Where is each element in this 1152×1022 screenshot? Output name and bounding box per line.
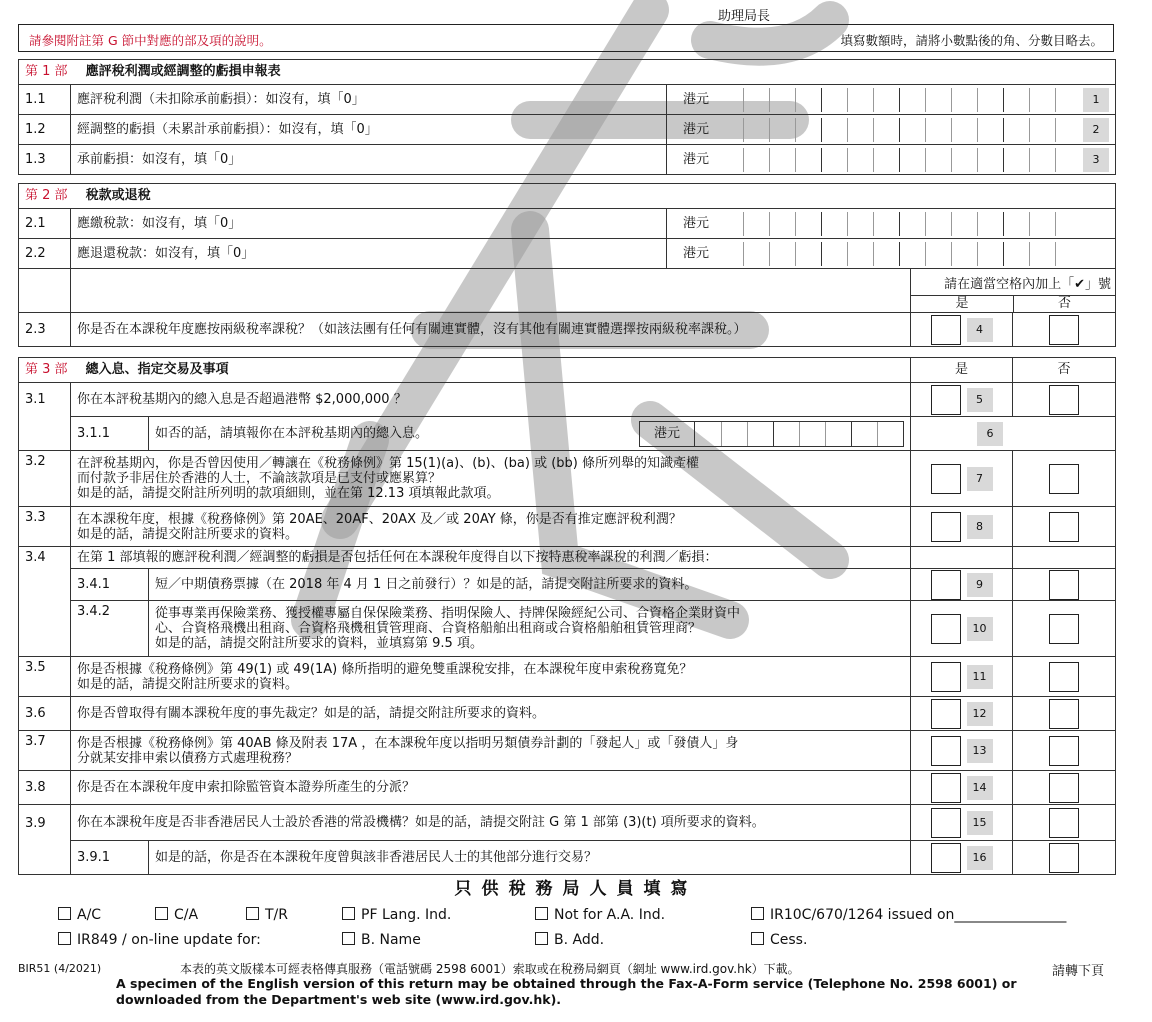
- office-label: IR849 / on-line update for:: [77, 932, 261, 948]
- box-number: 3: [1083, 148, 1109, 172]
- part2-label: 第 2 部: [25, 188, 68, 203]
- no-checkbox[interactable]: [1049, 512, 1079, 542]
- item-3-7: [19, 731, 1116, 771]
- currency-label: 港元: [683, 91, 710, 107]
- item-number: 3.7: [19, 731, 71, 771]
- note-left: 請參閱附註第 G 節中對應的部及項的說明。: [29, 33, 272, 48]
- item-2-3: [19, 313, 1116, 347]
- currency-label: 港元: [683, 245, 710, 261]
- yes-checkbox[interactable]: [931, 843, 961, 873]
- please-turn-over: 請轉下頁: [1052, 964, 1105, 979]
- part1-heading: [19, 60, 1116, 85]
- yes-checkbox[interactable]: [931, 736, 961, 766]
- item-number: 1.1: [19, 85, 71, 115]
- yes-checkbox[interactable]: [931, 662, 961, 692]
- no-checkbox[interactable]: [1049, 662, 1079, 692]
- item-3-8: [19, 771, 1116, 805]
- office-use-title: 只供稅務局人員填寫: [454, 879, 698, 899]
- part3-heading: [19, 358, 911, 383]
- item-3-4-2: [19, 601, 1116, 657]
- item-number: 3.5: [19, 657, 71, 697]
- part1-label: 第 1 部: [25, 64, 68, 79]
- office-label: Not for A.A. Ind.: [554, 907, 666, 923]
- box-number: 7: [967, 467, 993, 491]
- item-number: 3.6: [19, 697, 71, 731]
- office-check-ir849[interactable]: [58, 932, 261, 948]
- item-number: 3.2: [19, 451, 71, 507]
- item-1-2: [19, 115, 1116, 145]
- tick-note: 請在適當空格內加上「✔」號: [944, 277, 1111, 292]
- item-number: 1.2: [19, 115, 71, 145]
- box-number: 10: [967, 617, 993, 641]
- no-checkbox[interactable]: [1049, 315, 1079, 345]
- item-number: 3.4: [19, 547, 71, 657]
- item-3-9: [19, 805, 1116, 841]
- item-text: 在評稅基期內，你是否曾因使用／轉讓在《稅務條例》第 15(1)(a)、(b)、(ba) 或 (bb) 條所列舉的知識產權: [77, 456, 700, 471]
- no-checkbox[interactable]: [1049, 773, 1079, 803]
- box-number: 11: [967, 665, 993, 689]
- gross-income-field[interactable]: [639, 421, 904, 447]
- note-right: 填寫數額時，請將小數點後的角、分數目略去。: [840, 33, 1103, 48]
- item-text: 在第 1 部填報的應評稅利潤／經調整的虧損是否包括任何在本課稅年度得自以下按特惠稅率課稅的利潤／虧損：: [71, 547, 911, 569]
- item-number: 3.4.2: [71, 601, 149, 657]
- item-2-1: [19, 209, 1116, 239]
- item-number: 2.2: [19, 239, 71, 269]
- item-number: 2.1: [19, 209, 71, 239]
- part1-title: 應評稅利潤或經調整的虧損申報表: [85, 64, 281, 79]
- amount-field-3[interactable]: [667, 145, 1116, 175]
- item-number: 3.1: [19, 383, 71, 451]
- item-text: 你是否根據《稅務條例》第 49(1) 或 49(1A) 條所指明的避免雙重課稅安排，在本課稅年度申索稅務寬免？: [77, 661, 693, 677]
- item-text: 在本課稅年度，根據《稅務條例》第 20AE、20AF、20AX 及／或 20AY 條，你是否有推定應評稅利潤？: [77, 511, 682, 527]
- office-label: B. Add.: [554, 932, 605, 948]
- item-3-1-1: [19, 417, 1116, 451]
- item-2-2: [19, 239, 1116, 269]
- item-3-4-1: [19, 569, 1116, 601]
- office-check-bname[interactable]: [342, 932, 421, 948]
- item-text: 短／中期債務票據（在 2018 年 4 月 1 日之前發行）？如是的話，請提交附註所要求的資料。: [149, 569, 911, 601]
- tax-payable-field[interactable]: [667, 209, 1116, 239]
- item-label: 如否的話，請填報你在本評稅基期內的總入息。: [155, 425, 429, 441]
- amount-field-1[interactable]: [667, 85, 1116, 115]
- item-text: 應退還稅款：如沒有，填「0」: [71, 239, 667, 269]
- item-text: 如是的話，請提交附註所要求的資料。: [77, 526, 299, 542]
- item-text: 應繳稅款：如沒有，填「0」: [71, 209, 667, 239]
- part2-heading: [19, 184, 1116, 209]
- yes-header: 是: [911, 296, 1014, 312]
- box-number: 12: [967, 702, 993, 726]
- item-3-4: [19, 547, 1116, 569]
- item-text: 如是的話，你是否在本課稅年度曾與該非香港居民人士的其他部分進行交易？: [149, 841, 911, 875]
- no-checkbox[interactable]: [1049, 699, 1079, 729]
- office-label: Cess.: [770, 932, 808, 948]
- currency-label: 港元: [683, 151, 710, 167]
- item-text: 你是否在本課稅年度申索扣除監管資本證券所產生的分派？: [71, 771, 911, 805]
- item-number: 3.8: [19, 771, 71, 805]
- no-checkbox[interactable]: [1049, 464, 1079, 494]
- office-check-tr[interactable]: [246, 907, 288, 923]
- item-number: 3.9: [19, 805, 71, 875]
- no-header: 否: [1013, 358, 1116, 383]
- footer-english-1: A specimen of the English version of this return may be obtained through the Fax-A-Form service (Telephone No. 2598 6001) or: [116, 976, 1017, 991]
- box-number: 9: [967, 573, 993, 597]
- box-number: 4: [967, 318, 993, 342]
- part3-table: [18, 357, 1116, 875]
- item-text: 你是否曾取得有關本課稅年度的事先裁定？如是的話，請提交附註所要求的資料。: [71, 697, 911, 731]
- yes-checkbox[interactable]: [931, 315, 961, 345]
- yes-checkbox[interactable]: [931, 699, 961, 729]
- item-text: 心、合資格飛機出租商、合資格飛機租賃管理商、合資格船舶出租商或合資格船舶租賃管理商？: [155, 621, 702, 636]
- no-checkbox[interactable]: [1049, 614, 1079, 644]
- part2-table: [18, 183, 1116, 347]
- office-label: C/A: [174, 907, 199, 923]
- item-1-3: [19, 145, 1116, 175]
- item-text: 承前虧損：如沒有，填「0」: [71, 145, 667, 175]
- item-3-5: [19, 657, 1116, 697]
- item-text: 分就某安排申索以債務方式處理稅務？: [77, 750, 299, 766]
- office-check-not-aa[interactable]: [535, 907, 665, 923]
- box-number: 13: [967, 739, 993, 763]
- box-number: 5: [967, 388, 993, 412]
- item-3-6: [19, 697, 1116, 731]
- office-check-ac[interactable]: [58, 907, 101, 923]
- item-text: 你在本課稅年度是否非香港居民人士設於香港的常設機構？如是的話，請提交附註 G 第 1 部第 (3)(t) 項所要求的資料。: [71, 805, 911, 841]
- item-text: 而付款予非居住於香港的人士，不論該款項是已支付或應累算？: [77, 471, 442, 486]
- item-1-1: [19, 85, 1116, 115]
- item-3-9-1: [19, 841, 1116, 875]
- item-text: 應評稅利潤（未扣除承前虧損）：如沒有，填「0」: [71, 85, 667, 115]
- instruction-bar: [18, 24, 1114, 52]
- yes-checkbox[interactable]: [931, 570, 961, 600]
- office-check-ir10c[interactable]: [751, 907, 1066, 923]
- no-checkbox[interactable]: [1049, 808, 1079, 838]
- yes-checkbox[interactable]: [931, 464, 961, 494]
- item-number: 3.1.1: [71, 417, 149, 451]
- box-number: 14: [967, 776, 993, 800]
- no-checkbox[interactable]: [1049, 385, 1079, 415]
- box-number: 8: [967, 515, 993, 539]
- office-label: A/C: [77, 907, 102, 923]
- no-checkbox[interactable]: [1049, 843, 1079, 873]
- item-text: [149, 417, 911, 451]
- footer-english-2: downloaded from the Department's web site (www.ird.gov.hk).: [116, 992, 562, 1007]
- item-text: 你在本評稅基期內的總入息是否超過港幣 $2,000,000 ？: [71, 383, 911, 417]
- currency-label: 港元: [683, 215, 710, 231]
- form-number: BIR51 (4/2021): [18, 962, 102, 975]
- part1-table: [18, 59, 1116, 175]
- amount-field-2[interactable]: [667, 115, 1116, 145]
- part3-label: 第 3 部: [25, 362, 68, 377]
- item-text: 如是的話，請提交附註所列明的款項細則，並在第 12.13 項填報此款項。: [77, 486, 500, 501]
- yes-checkbox[interactable]: [931, 385, 961, 415]
- office-check-pf-lang[interactable]: [342, 907, 451, 923]
- currency-label: 港元: [640, 422, 695, 446]
- item-number: 3.9.1: [71, 841, 149, 875]
- item-3-3: [19, 507, 1116, 547]
- footer-chinese: 本表的英文版樣本可經表格傳真服務（電話號碼 2598 6001）索取或在稅務局網頁（網址 www.ird.gov.hk）下載。: [180, 962, 800, 976]
- header-label: 助理局長: [718, 9, 771, 24]
- office-check-ca[interactable]: [155, 907, 198, 923]
- yes-checkbox[interactable]: [931, 614, 961, 644]
- office-label: IR10C/670/1264 issued on________________: [770, 907, 1067, 923]
- item-text: 如是的話，請提交附註所要求的資料，並填寫第 9.5 項。: [155, 636, 483, 651]
- box-number: 6: [977, 422, 1003, 446]
- item-text: 如是的話，請提交附註所要求的資料。: [77, 676, 299, 692]
- part2-title: 稅款或退稅: [85, 188, 151, 203]
- item-3-2: [19, 451, 1116, 507]
- item-number: 2.3: [19, 313, 71, 347]
- box-number: 15: [967, 811, 993, 835]
- currency-label: 港元: [683, 121, 710, 137]
- item-number: 1.3: [19, 145, 71, 175]
- item-text: 從事專業再保險業務、獲授權專屬自保保險業務、指明保險人、持牌保險經紀公司、合資格企業財資中: [155, 606, 741, 621]
- no-checkbox[interactable]: [1049, 570, 1079, 600]
- office-label: T/R: [265, 907, 288, 923]
- office-check-badd[interactable]: [535, 932, 604, 948]
- item-number: 3.4.1: [71, 569, 149, 601]
- item-text: 你是否根據《稅務條例》第 40AB 條及附表 17A ，在本課稅年度以指明另類債券計劃的「發起人」或「發債人」身: [77, 735, 739, 751]
- yes-header: 是: [911, 358, 1013, 383]
- part3-title: 總入息、指定交易及事項: [85, 362, 229, 377]
- yes-checkbox[interactable]: [931, 808, 961, 838]
- box-number: 16: [967, 846, 993, 870]
- tax-refund-field[interactable]: [667, 239, 1116, 269]
- office-label: PF Lang. Ind.: [361, 907, 452, 923]
- yes-checkbox[interactable]: [931, 773, 961, 803]
- yes-checkbox[interactable]: [931, 512, 961, 542]
- box-number: 2: [1083, 118, 1109, 142]
- item-number: 3.3: [19, 507, 71, 547]
- box-number: 1: [1083, 88, 1109, 112]
- office-label: B. Name: [361, 932, 421, 948]
- office-check-cess[interactable]: [751, 932, 807, 948]
- item-text: 經調整的虧損（未累計承前虧損）：如沒有，填「0」: [71, 115, 667, 145]
- no-checkbox[interactable]: [1049, 736, 1079, 766]
- item-3-1: [19, 383, 1116, 417]
- item-text: 你是否在本課稅年度應按兩級稅率課稅？（如該法團有任何有關連實體，沒有其他有關連實體選擇按兩級稅率課稅。）: [71, 313, 911, 347]
- no-header: 否: [1057, 296, 1071, 311]
